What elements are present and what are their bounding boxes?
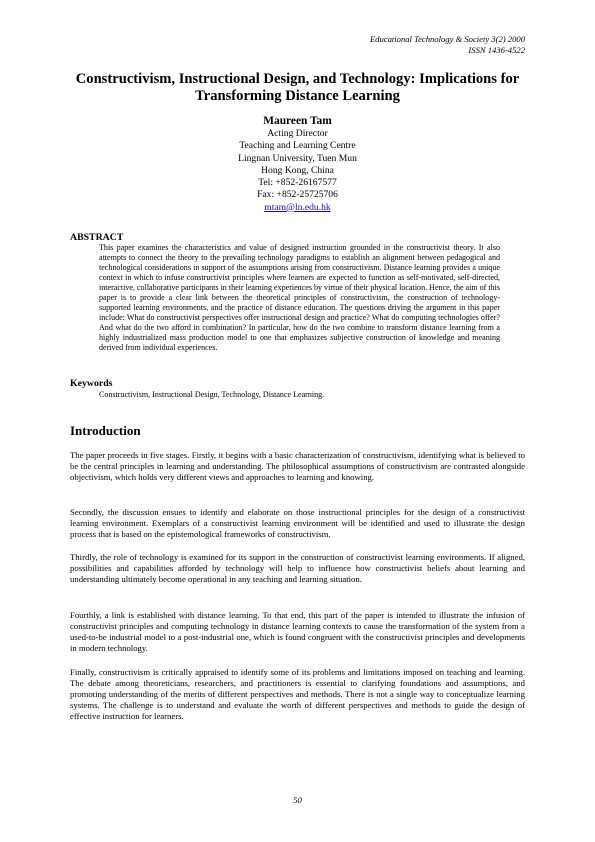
author-affiliation-line: Lingnan University, Tuen Mun	[238, 152, 357, 164]
introduction-paragraph: Thirdly, the role of technology is examined for its support in the construction of constructivist learning environments. If aligned, possibilities and capabilities afforded by technology will help to influence how constructivist beliefs about learning and understanding ultimately become operational in any teaching and learning situation.	[70, 552, 525, 584]
introduction-paragraph: Secondly, the discussion ensues to identify and elaborate on those instructional principles for the design of a constructivist learning environment. Exemplars of a constructivist learning environment will be identified and used to illustrate the design process that is based on the epistemological frameworks of constructivism.	[70, 507, 525, 539]
page-number: 50	[293, 795, 302, 805]
author-name: Maureen Tam	[263, 115, 332, 127]
author-block	[160, 114, 435, 214]
abstract-text: This paper examines the characteristics and value of designed instruction grounded in the constructivist theory. It also attempts to connect the theory to the prevailing technology paradigms to establish an alignment between pedagogical and technological considerations in support of the assumptions arising from constructivism. Distance learning provides a unique context in which to infuse constructivist principles where learners are expected to function as self-motivated, self-directed, interactive, collaborative participants in their learning experiences by virtue of their physical location. Hence, the aim of this paper is to provide a clear link between the theoretical principles of constructivism, the construction of technology-supported learning environments, and the practice of distance education. The questions driving the argument in this paper include: What do constructivist perspectives offer instructional design and practice? What do computing technologies offer? And what do the two afford in combination? In particular, how do the two combine to transform distance learning from a highly industrialized mass production model to one that emphasizes subjective construction of knowledge and meaning derived from individual experiences.	[99, 243, 500, 353]
paper-title: Constructivism, Instructional Design, and Technology: Implications for Transforming Distance Learning	[75, 71, 520, 104]
author-affiliation-line: Hong Kong, China	[261, 164, 334, 176]
journal-citation: Educational Technology & Society 3(2) 2000	[369, 34, 525, 44]
journal-issn: ISSN 1436-4522	[468, 45, 525, 55]
author-email-link[interactable]: mtam@ln.edu.hk	[264, 201, 331, 213]
author-phone: Tel: +852-26167577	[258, 177, 337, 189]
introduction-paragraph: The paper proceeds in five stages. Firstly, it begins with a basic characterization of constructivism, identifying what is believed to be the central principles in learning and understanding. The philosophical assumptions of constructivism are contrasted alongside objectivism, which holds very different views and approaches to learning and knowing.	[70, 450, 525, 482]
keywords-heading: Keywords	[70, 378, 113, 389]
author-affiliation-line: Teaching and Learning Centre	[239, 140, 356, 152]
journal-header	[225, 34, 525, 56]
introduction-paragraph: Fourthly, a link is established with distance learning. To that end, this part of the paper is intended to illustrate the infusion of constructivist principles and computing technology in distance learning contexts to cause the transformation of the system from a used-to-be industrial model to a post-industrial one, which is found congruent with the constructivist principles and developments in modern technology.	[70, 610, 525, 653]
introduction-paragraph: Finally, constructivism is critically appraised to identify some of its problems and limitations imposed on teaching and learning. The debate among theoreticians, researchers, and practitioners is essential to clarifying foundations and assumptions, and promoting understanding of the merits of different perspectives and methods. There is not a single way to conceptualize learning systems. The challenge is to understand and evaluate the worth of different perspectives and methods to guide the design of effective instruction for learners.	[70, 667, 525, 721]
author-affiliation-line: Acting Director	[267, 128, 328, 139]
introduction-heading: Introduction	[70, 423, 141, 438]
author-fax: Fax: +852-25725706	[257, 189, 338, 201]
abstract-heading: ABSTRACT	[70, 232, 124, 243]
keywords-text: Constructivism, Instructional Design, Technology, Distance Learning.	[99, 390, 325, 399]
